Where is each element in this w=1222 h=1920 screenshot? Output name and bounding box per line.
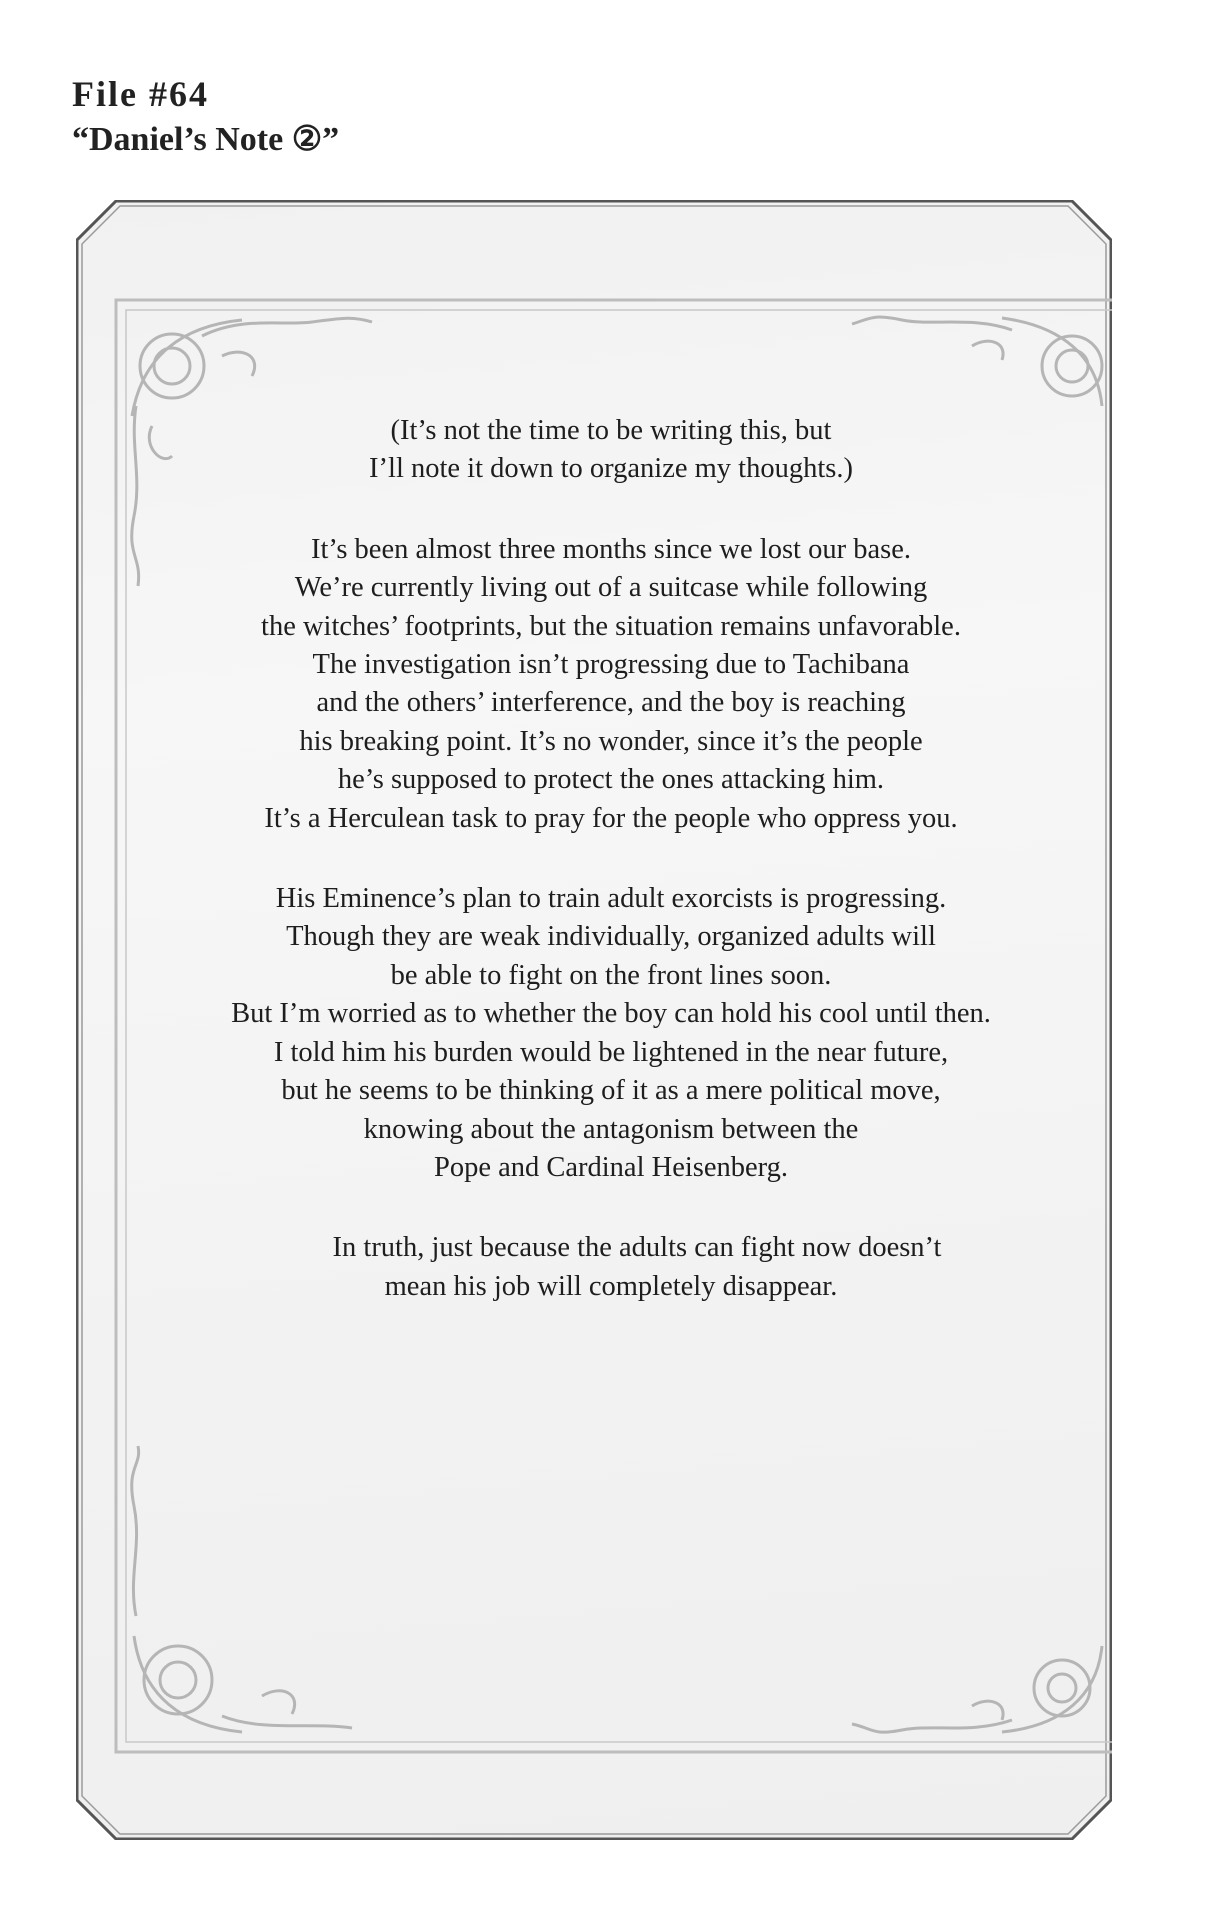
note-line: I’ll note it down to organize my thoughts.) xyxy=(369,453,853,485)
note-line: Pope and Cardinal Heisenberg. xyxy=(433,1151,789,1183)
note-line: The investigation isn’t progressing due to Tachibana xyxy=(312,649,910,681)
note-line: (It’s not the time to be writing this, but xyxy=(390,415,832,446)
note-line: It’s been almost three months since we lost our base. xyxy=(311,533,911,565)
note-line: the witches’ footprints, but the situation remains unfavorable. xyxy=(261,610,961,642)
note-line: and the others’ interference, and the boy is reaching xyxy=(316,687,906,719)
note-line: Though they are weak individually, organized adults will xyxy=(286,921,936,953)
note-line: but he seems to be thinking of it as a mere political move, xyxy=(281,1075,941,1107)
note-line: be able to fight on the front lines soon. xyxy=(390,959,832,991)
file-number: File #64 xyxy=(72,74,209,114)
note-line: In truth, just because the adults can fight now doesn’t xyxy=(332,1232,942,1264)
note-line: It’s a Herculean task to pray for the people who oppress you. xyxy=(264,802,958,834)
file-title: “Daniel’s Note ②” xyxy=(72,121,340,158)
note-text xyxy=(116,412,1106,1306)
note-line: mean his job will completely disappear. xyxy=(384,1270,838,1302)
corner-ornament-bottom-left xyxy=(132,1446,352,1732)
note-line: I told him his burden would be lightened in the near future, xyxy=(273,1036,949,1068)
note-line: His Eminence’s plan to train adult exorcists is progressing. xyxy=(275,883,947,915)
corner-ornament-bottom-right xyxy=(852,1646,1102,1732)
file-header xyxy=(72,72,339,162)
note-line: But I’m worried as to whether the boy can hold his cool until then. xyxy=(231,998,991,1030)
note-line: he’s supposed to protect the ones attacking him. xyxy=(337,764,885,796)
note-line: his breaking point. It’s no wonder, since it’s the people xyxy=(299,725,923,757)
note-line: knowing about the antagonism between the xyxy=(363,1113,859,1145)
corner-ornament-top-right xyxy=(852,317,1102,406)
note-line: We’re currently living out of a suitcase while following xyxy=(294,572,928,604)
